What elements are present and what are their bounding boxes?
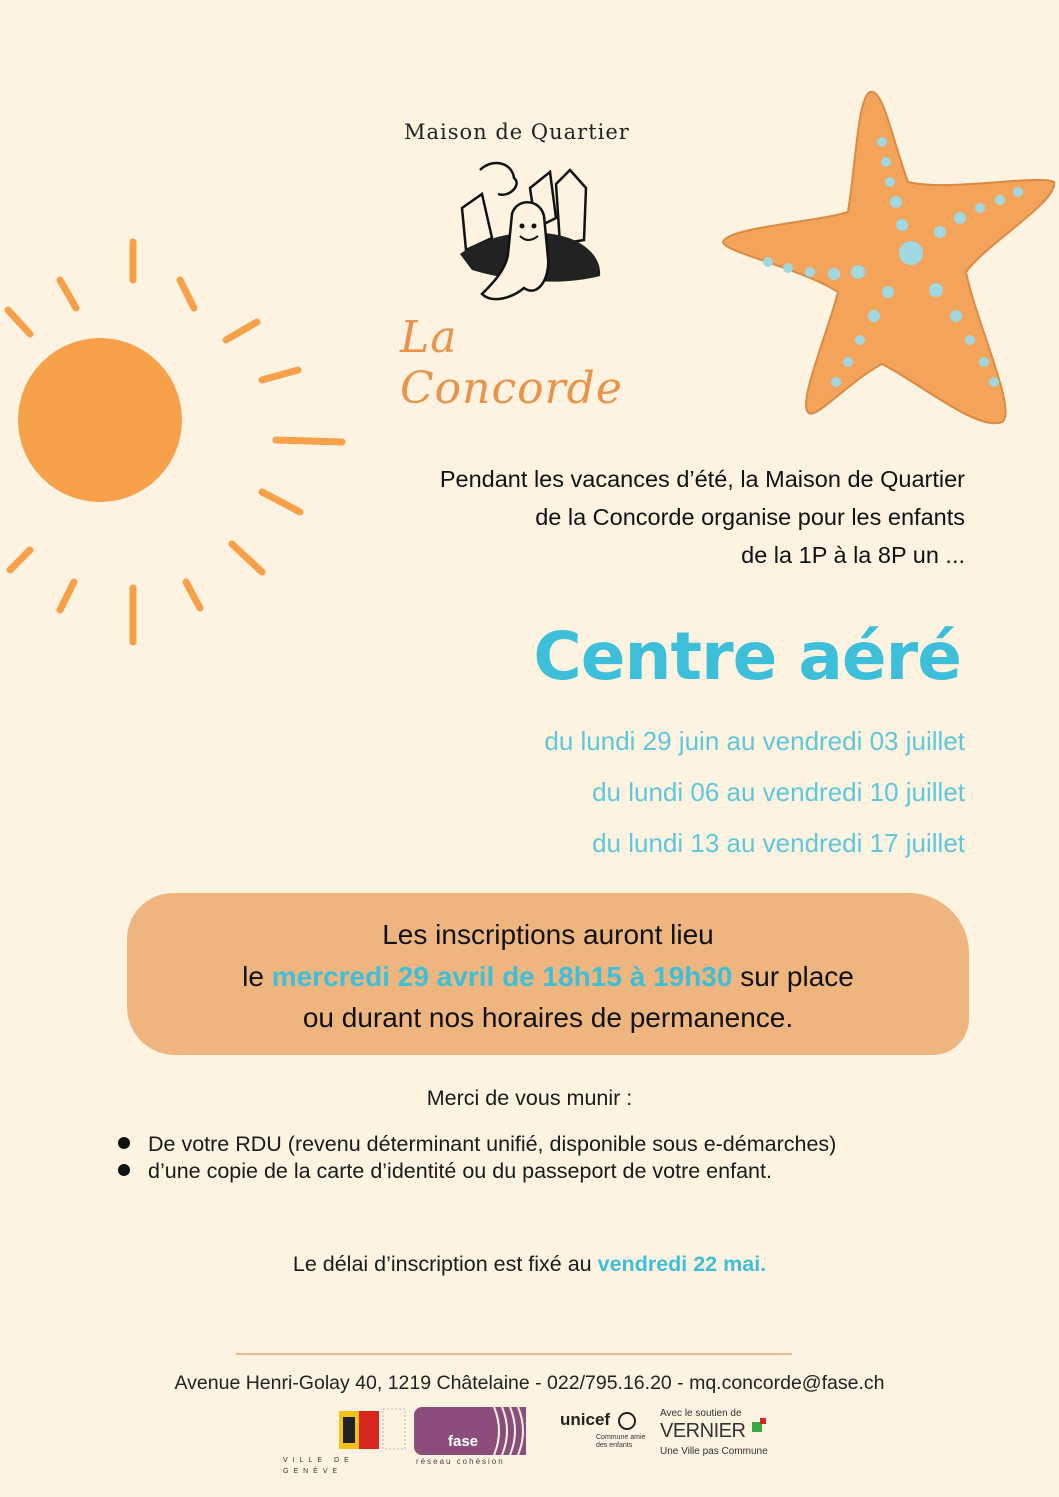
intro-text [440, 460, 965, 574]
globe-icon [618, 1412, 636, 1430]
requirements-intro: Merci de vous munir : [426, 1086, 633, 1110]
footer-divider [236, 1353, 792, 1355]
deadline-date: vendredi 22 mai. [597, 1252, 767, 1276]
logo-title: Maison de Quartier [404, 120, 630, 144]
vernier-label: VERNIER [660, 1420, 746, 1442]
date-item: du lundi 29 juin au vendredi 03 juillet [544, 726, 965, 756]
vernier-tagline: Une Ville pas Commune [660, 1446, 768, 1457]
bullet-icon [118, 1164, 130, 1176]
ghost-houses-illustration [452, 158, 604, 308]
starfish-illustration [718, 82, 1058, 437]
deadline-text [0, 1252, 1059, 1277]
geneve-logo [283, 1403, 409, 1481]
registration-line: Les inscriptions auront lieu [382, 919, 714, 950]
registration-prefix: le [242, 960, 264, 992]
page-title: Centre aéré [533, 618, 961, 695]
geneve-label: VILLE DE GENÈVE [283, 1457, 354, 1475]
unicef-label: unicef [560, 1410, 611, 1429]
registration-text [127, 914, 969, 1039]
intro-line: de la Concorde organise pour les enfants [535, 504, 965, 530]
list-item [118, 1159, 966, 1183]
fase-label: fase [448, 1433, 479, 1450]
logo-script: La Concorde [400, 312, 623, 414]
intro-line: Pendant les vacances d’été, la Maison de Quartier [439, 466, 965, 492]
registration-line [127, 956, 969, 998]
vernier-square-icon [760, 1418, 766, 1424]
unicef-logo [556, 1408, 648, 1468]
list-item-text: d’une copie de la carte d’identité ou du passeport de votre enfant. [148, 1159, 772, 1183]
unicef-tagline: Commune amie des enfants [596, 1434, 646, 1449]
intro-line: de la 1P à la 8P un ... [741, 542, 965, 568]
bullet-icon [118, 1137, 130, 1149]
vernier-support: Avec le soutien de [660, 1408, 742, 1419]
deadline-prefix: Le délai d’inscription est fixé au [292, 1252, 592, 1276]
requirements-list [118, 1132, 966, 1186]
registration-date: mercredi 29 avril de 18h15 à 19h30 [271, 960, 733, 992]
sun-illustration [0, 230, 350, 650]
date-item: du lundi 06 au vendredi 10 juillet [592, 777, 965, 807]
date-item: du lundi 13 au vendredi 17 juillet [592, 828, 965, 858]
fase-tagline: réseau cohésion [416, 1457, 505, 1466]
registration-line: ou durant nos horaires de permanence. [302, 1002, 794, 1033]
list-item [118, 1132, 966, 1156]
fase-logo [414, 1407, 532, 1467]
registration-suffix: sur place [740, 960, 854, 992]
footer-address: Avenue Henri-Golay 40, 1219 Châtelaine - 022/795.16.20 - mq.concorde@fase.ch [174, 1372, 885, 1394]
list-item-text: De votre RDU (revenu déterminant unifié, disponible sous e-démarches) [148, 1132, 837, 1156]
vernier-logo [656, 1406, 776, 1464]
date-list [544, 722, 965, 875]
